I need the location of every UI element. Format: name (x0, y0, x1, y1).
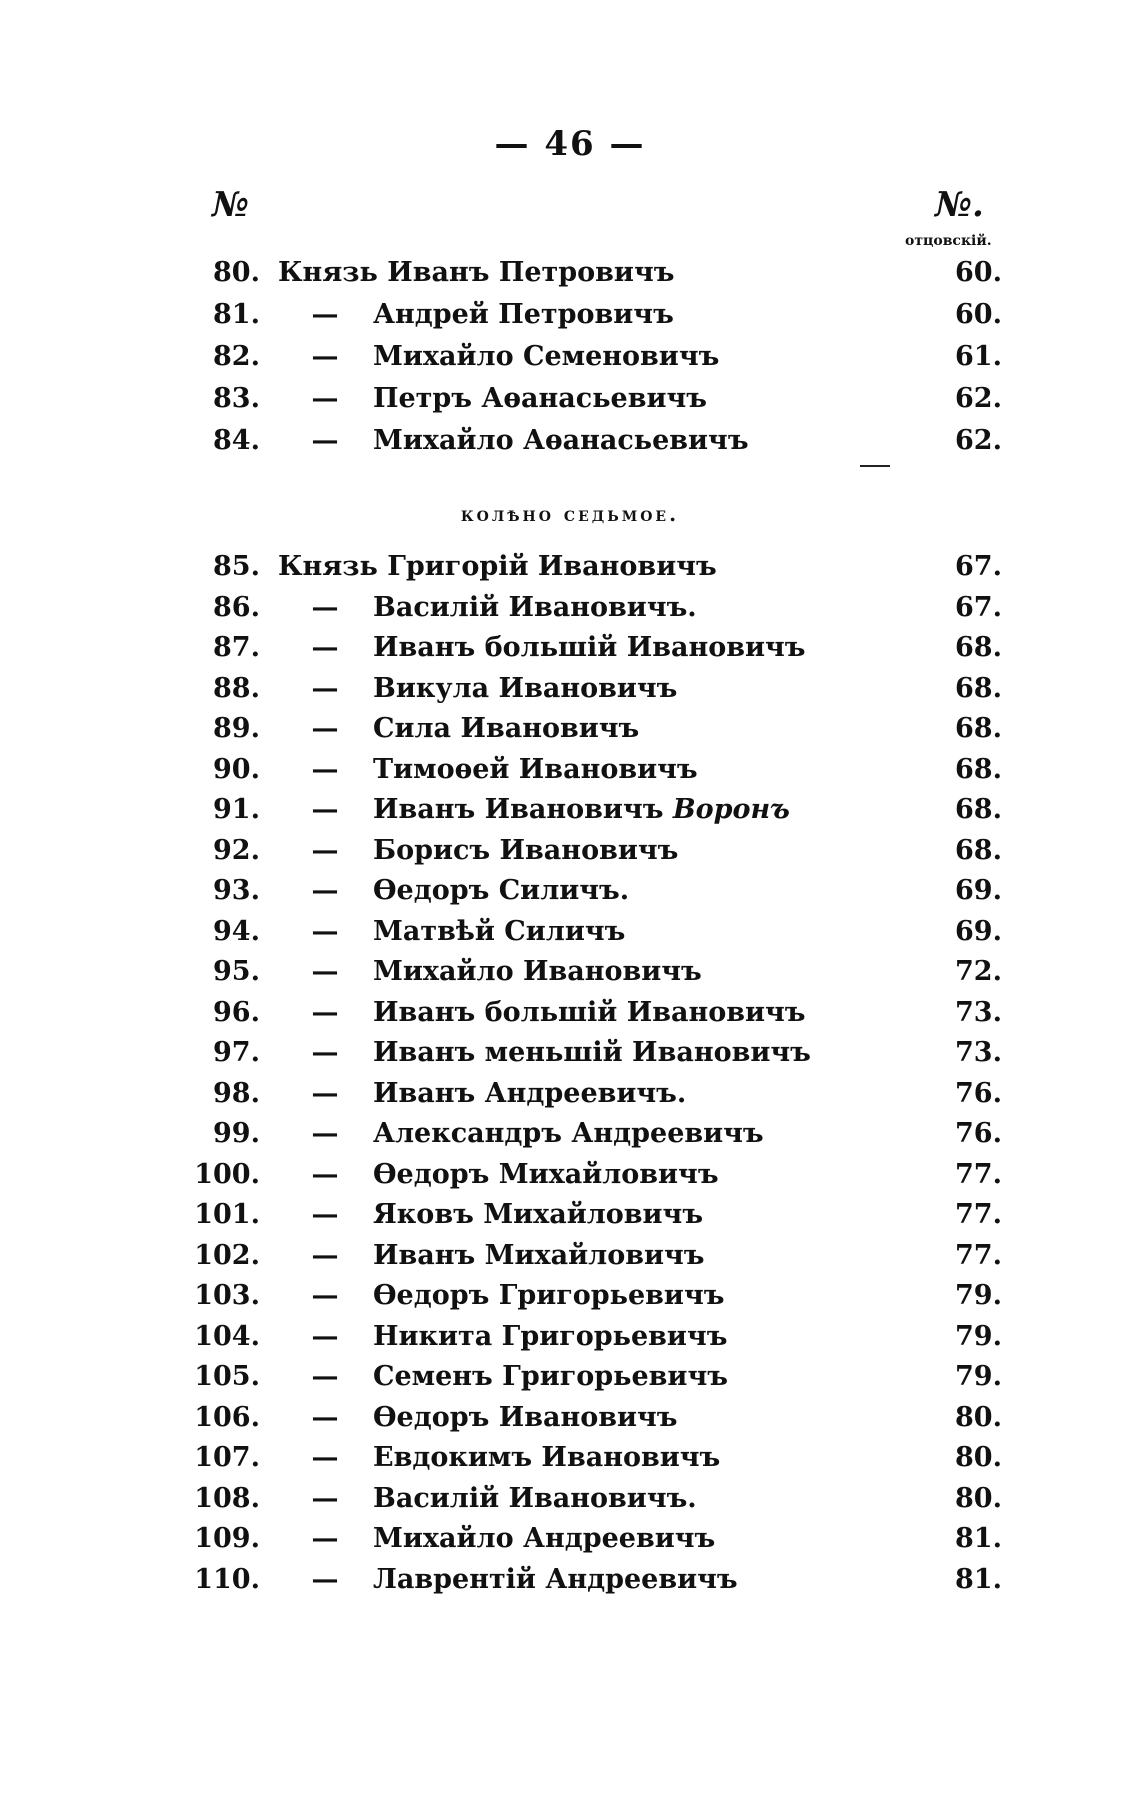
father-reference-number: 76. (955, 1077, 1002, 1109)
entry-number: 89. (213, 713, 260, 744)
section-heading: колѣно седьмое. (460, 502, 680, 526)
entry-name: Викула Ивановичъ (373, 672, 678, 704)
entry-number: 82. (213, 341, 260, 372)
entry-name: Василій Ивановичъ. (373, 591, 697, 623)
list-item (0, 1398, 1140, 1438)
entry-name: Иванъ Михайловичъ (373, 1239, 705, 1271)
father-reference-number: 69. (955, 915, 1002, 947)
father-number-column-header: №. (935, 185, 984, 225)
ditto-dash: — (311, 875, 339, 906)
entry-name: Матвѣй Силичъ (373, 915, 626, 947)
entry-name-wrapper (373, 1357, 728, 1397)
ditto-dash: — (311, 591, 339, 623)
entry-name: Никита Григорьевичъ (373, 1320, 728, 1352)
father-reference-number: 79. (955, 1361, 1002, 1392)
father-reference-number: 68. (955, 794, 1002, 825)
father-reference-number: 67. (955, 591, 1002, 623)
entry-name-wrapper (373, 379, 707, 419)
father-number-column-subheader: отцовскій. (905, 233, 992, 249)
list-item (0, 1357, 1140, 1397)
ditto-dash: — (311, 341, 339, 372)
entry-name-wrapper (373, 871, 629, 911)
ditto-dash: — (311, 383, 339, 414)
father-reference-number: 77. (955, 1199, 1002, 1230)
entry-name: Ѳедоръ Силичъ. (373, 875, 630, 906)
entry-number: 96. (213, 996, 260, 1028)
entry-name-wrapper (373, 912, 625, 952)
ditto-dash: — (311, 1077, 339, 1109)
list-item (0, 871, 1140, 911)
entry-name: Михайло Ивановичъ (373, 956, 702, 987)
entry-number: 87. (213, 632, 260, 663)
father-reference-number: 81. (955, 1563, 1002, 1595)
entry-number: 106. (194, 1401, 260, 1433)
entry-name: Евдокимъ Ивановичъ (373, 1442, 721, 1473)
separator-rule (860, 465, 890, 467)
entry-number: 86. (213, 591, 260, 623)
father-reference-number: 80. (955, 1482, 1002, 1514)
father-reference-number: 80. (955, 1401, 1002, 1433)
entry-name: Тимоѳей Ивановичъ (373, 753, 698, 785)
entry-title (278, 253, 674, 293)
entry-number: 88. (213, 672, 260, 704)
list-item (0, 1317, 1140, 1357)
entry-name-wrapper (373, 993, 806, 1033)
entry-nickname: Воронъ (672, 794, 790, 825)
entry-name-wrapper (373, 1114, 764, 1154)
number-column-header: № (212, 185, 249, 225)
father-reference-number: 60. (955, 299, 1002, 330)
entry-number: 104. (194, 1320, 260, 1352)
ditto-dash: — (311, 915, 339, 947)
father-reference-number: 68. (955, 834, 1002, 866)
entry-name: Григорій Ивановичъ (387, 551, 717, 582)
ditto-dash: — (311, 1523, 339, 1554)
ditto-dash: — (311, 672, 339, 704)
father-reference-number: 60. (955, 257, 1002, 288)
father-reference-number: 79. (955, 1280, 1002, 1311)
father-reference-number: 81. (955, 1523, 1002, 1554)
entry-number: 93. (213, 875, 260, 906)
list-item (0, 1438, 1140, 1478)
list-item (0, 1276, 1140, 1316)
father-reference-number: 79. (955, 1320, 1002, 1352)
entry-name: Михайло Андреевичъ (373, 1523, 716, 1554)
entry-name-wrapper (373, 709, 639, 749)
list-item (0, 1560, 1140, 1600)
father-reference-number: 68. (955, 672, 1002, 704)
father-reference-number: 67. (955, 551, 1002, 582)
entry-number: 85. (213, 551, 260, 582)
entry-name-wrapper (373, 588, 697, 628)
father-reference-number: 77. (955, 1239, 1002, 1271)
entry-name: Иванъ большій Ивановичъ (373, 632, 806, 663)
entry-name: Иванъ Ивановичъ (373, 794, 664, 825)
father-reference-number: 69. (955, 875, 1002, 906)
ditto-dash: — (311, 1482, 339, 1514)
entry-name: Иванъ меньшій Ивановичъ (373, 1037, 811, 1068)
father-reference-number: 68. (955, 632, 1002, 663)
entry-number: 98. (213, 1077, 260, 1109)
ditto-dash: — (311, 713, 339, 744)
entry-name: Яковъ Михайловичъ (373, 1199, 704, 1230)
entry-name: Иванъ большій Ивановичъ (373, 996, 806, 1028)
list-item (0, 709, 1140, 749)
entry-number: 80. (213, 257, 260, 288)
entry-number: 94. (213, 915, 260, 947)
list-item (0, 421, 1140, 461)
entry-number: 84. (213, 425, 260, 456)
list-item (0, 1479, 1140, 1519)
list-item (0, 547, 1140, 587)
entry-name-wrapper (373, 1074, 686, 1114)
father-reference-number: 76. (955, 1118, 1002, 1149)
entry-name-wrapper (373, 1033, 811, 1073)
father-reference-number: 73. (955, 996, 1002, 1028)
entry-number: 108. (194, 1482, 260, 1514)
entry-number: 91. (213, 794, 260, 825)
entry-name: Иванъ Петровичъ (387, 257, 675, 288)
ditto-dash: — (311, 1037, 339, 1068)
entry-name-wrapper (373, 1195, 703, 1235)
list-item (0, 790, 1140, 830)
entry-name: Борисъ Ивановичъ (373, 834, 679, 866)
entry-name-wrapper (373, 421, 749, 461)
ditto-dash: — (311, 1361, 339, 1392)
entry-name: Иванъ Андреевичъ. (373, 1077, 687, 1109)
entry-name-wrapper (373, 1560, 738, 1600)
list-item (0, 1074, 1140, 1114)
father-reference-number: 68. (955, 753, 1002, 785)
father-reference-number: 62. (955, 425, 1002, 456)
father-reference-number: 80. (955, 1442, 1002, 1473)
page-number: — 46 — (494, 124, 646, 164)
entry-name-wrapper (373, 1276, 724, 1316)
entry-name: Андрей Петровичъ (373, 299, 674, 330)
ditto-dash: — (311, 1401, 339, 1433)
ditto-dash: — (311, 956, 339, 987)
ditto-dash: — (311, 753, 339, 785)
list-item (0, 1033, 1140, 1073)
ditto-dash: — (311, 1280, 339, 1311)
entry-name-wrapper (373, 669, 677, 709)
entry-title (278, 547, 717, 587)
list-item (0, 295, 1140, 335)
entry-name: Александръ Андреевичъ (373, 1118, 764, 1149)
ditto-dash: — (311, 1158, 339, 1190)
entry-name-wrapper (373, 1317, 727, 1357)
ditto-dash: — (311, 425, 339, 456)
father-reference-number: 73. (955, 1037, 1002, 1068)
ditto-dash: — (311, 1320, 339, 1352)
entry-name-wrapper (373, 1236, 704, 1276)
entry-number: 107. (194, 1442, 260, 1473)
entry-number: 105. (194, 1361, 260, 1392)
father-reference-number: 77. (955, 1158, 1002, 1190)
ditto-dash: — (311, 1442, 339, 1473)
entry-number: 95. (213, 956, 260, 987)
father-reference-number: 68. (955, 713, 1002, 744)
list-item (0, 1155, 1140, 1195)
entry-name-wrapper (373, 295, 674, 335)
entry-name: Ѳедоръ Ивановичъ (373, 1401, 678, 1433)
entry-number: 101. (194, 1199, 260, 1230)
ditto-dash: — (311, 1239, 339, 1271)
entry-name: Ѳедоръ Михайловичъ (373, 1158, 719, 1190)
list-item (0, 952, 1140, 992)
entry-rank: Князь (278, 551, 378, 582)
entry-number: 109. (194, 1523, 260, 1554)
entry-number: 90. (213, 753, 260, 785)
ditto-dash: — (311, 632, 339, 663)
entry-rank: Князь (278, 257, 378, 288)
ditto-dash: — (311, 1199, 339, 1230)
entry-number: 83. (213, 383, 260, 414)
entry-number: 103. (194, 1280, 260, 1311)
ditto-dash: — (311, 996, 339, 1028)
entry-number: 81. (213, 299, 260, 330)
list-item (0, 628, 1140, 668)
list-item (0, 379, 1140, 419)
entry-name-wrapper (373, 750, 698, 790)
list-item (0, 1195, 1140, 1235)
list-item (0, 1236, 1140, 1276)
entry-name-wrapper (373, 628, 806, 668)
entry-number: 97. (213, 1037, 260, 1068)
entry-name: Петръ Аѳанасьевичъ (373, 383, 707, 414)
list-item (0, 253, 1140, 293)
entry-name: Семенъ Григорьевичъ (373, 1361, 728, 1392)
list-item (0, 912, 1140, 952)
entry-name: Василій Ивановичъ. (373, 1482, 697, 1514)
father-reference-number: 72. (955, 956, 1002, 987)
list-item (0, 831, 1140, 871)
entry-name: Михайло Аѳанасьевичъ (373, 425, 749, 456)
father-reference-number: 61. (955, 341, 1002, 372)
entry-name: Сила Ивановичъ (373, 713, 640, 744)
ditto-dash: — (311, 1563, 339, 1595)
ditto-dash: — (311, 299, 339, 330)
ditto-dash: — (311, 1118, 339, 1149)
entry-name-wrapper (373, 1519, 715, 1559)
entry-number: 102. (194, 1239, 260, 1271)
list-item (0, 588, 1140, 628)
entry-number: 110. (194, 1563, 260, 1595)
entry-name-wrapper (373, 831, 678, 871)
ditto-dash: — (311, 834, 339, 866)
entry-name-wrapper (373, 1438, 720, 1478)
entry-name: Михайло Семеновичъ (373, 341, 720, 372)
entry-number: 100. (194, 1158, 260, 1190)
entry-number: 99. (213, 1118, 260, 1149)
entry-name-wrapper (373, 1398, 678, 1438)
list-item (0, 993, 1140, 1033)
entry-name-wrapper (373, 952, 702, 992)
entry-number: 92. (213, 834, 260, 866)
father-reference-number: 62. (955, 383, 1002, 414)
list-item (0, 1519, 1140, 1559)
entry-name-wrapper (373, 337, 719, 377)
list-item (0, 669, 1140, 709)
list-item (0, 750, 1140, 790)
list-item (0, 1114, 1140, 1154)
ditto-dash: — (311, 794, 339, 825)
entry-name-wrapper (373, 1479, 697, 1519)
entry-name: Ѳедоръ Григорьевичъ (373, 1280, 725, 1311)
entry-name: Лаврентій Андреевичъ (373, 1563, 738, 1595)
entry-name-wrapper (373, 790, 790, 830)
entry-name-wrapper (373, 1155, 719, 1195)
list-item (0, 337, 1140, 377)
